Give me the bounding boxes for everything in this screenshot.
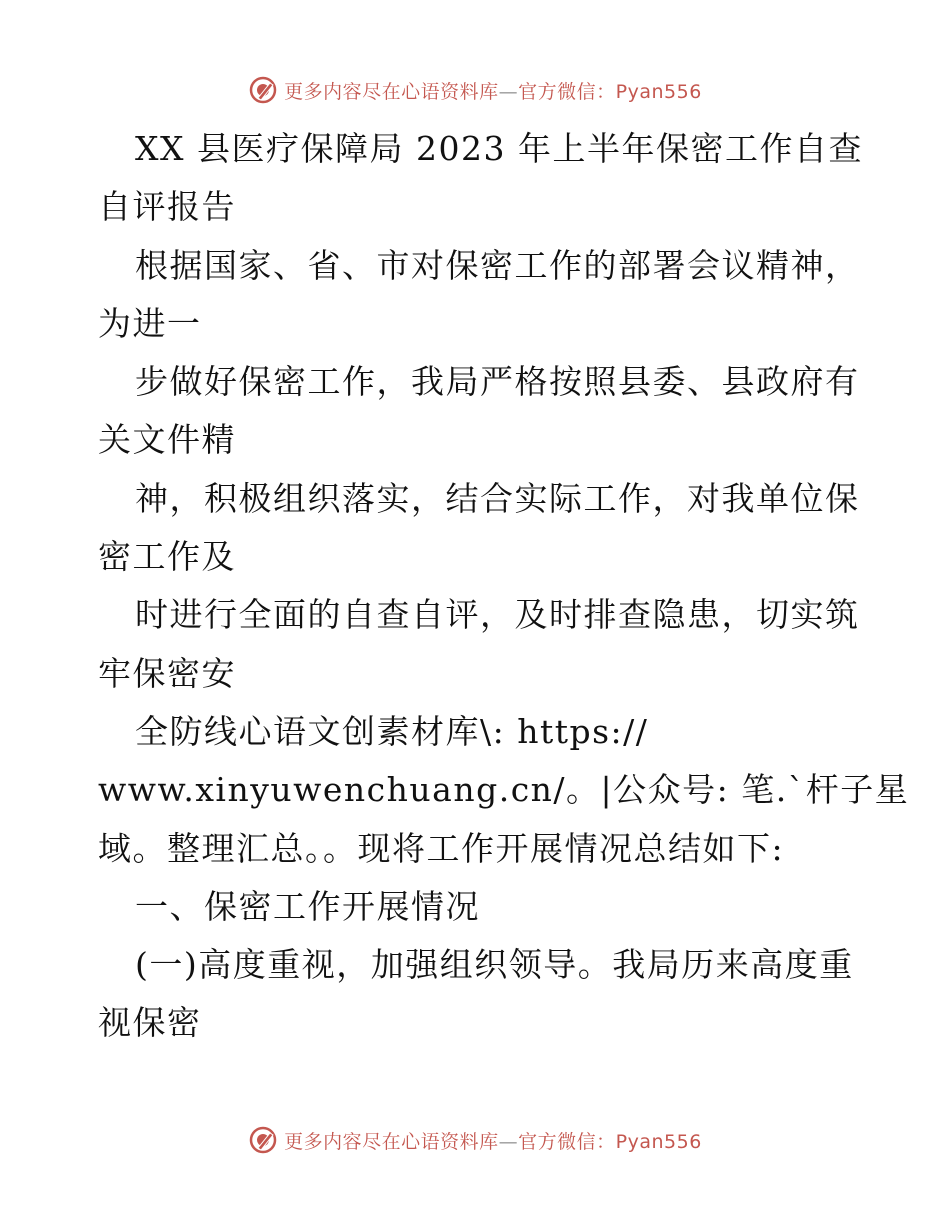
text-line: 神，积极组织落实，结合实际工作，对我单位保 (135, 478, 860, 518)
banner-dash: — (498, 80, 519, 103)
banner-wechat-text: 官方微信：Pyan556 (518, 1130, 702, 1153)
text-line: 为进一 (98, 303, 202, 343)
text-line: 时进行全面的自查自评，及时排查隐患，切实筑 (135, 595, 860, 635)
document-body (98, 120, 910, 1053)
banner-text (284, 1127, 702, 1154)
text-line: 全防线心语文创素材库\: https:// (135, 711, 649, 751)
text-line: 域。整理汇总。。现将工作开展情况总结如下: (98, 828, 785, 868)
footer-banner (0, 1120, 950, 1160)
header-banner (0, 70, 950, 110)
text-line: 步做好保密工作，我局严格按照县委、县政府有 (135, 362, 860, 402)
text-line: 密工作及 (98, 537, 236, 577)
text-line: 自评报告 (98, 187, 236, 227)
text-line: 一、保密工作开展情况 (135, 886, 480, 926)
pen-circle-logo-icon (248, 75, 278, 105)
text-line: www.xinyuwenchuang.cn/。|公众号: 笔.`杆子星 (98, 770, 910, 810)
text-line: 根据国家、省、市对保密工作的部署会议精神， (135, 245, 860, 285)
text-line: 牢保密安 (98, 653, 236, 693)
text-line: (一)高度重视，加强组织领导。我局历来高度重 (135, 945, 854, 985)
text-line: XX 县医疗保障局 2023 年上半年保密工作自查 (135, 129, 863, 168)
banner-site-text: 更多内容尽在心语资料库 (284, 80, 499, 103)
text-line: 视保密 (98, 1003, 202, 1043)
pen-circle-logo-icon (248, 1125, 278, 1155)
banner-dash: — (498, 1130, 519, 1153)
banner-text (284, 77, 702, 104)
banner-site-text: 更多内容尽在心语资料库 (284, 1130, 499, 1153)
banner-wechat-text: 官方微信：Pyan556 (518, 80, 702, 103)
text-line: 关文件精 (98, 420, 236, 460)
